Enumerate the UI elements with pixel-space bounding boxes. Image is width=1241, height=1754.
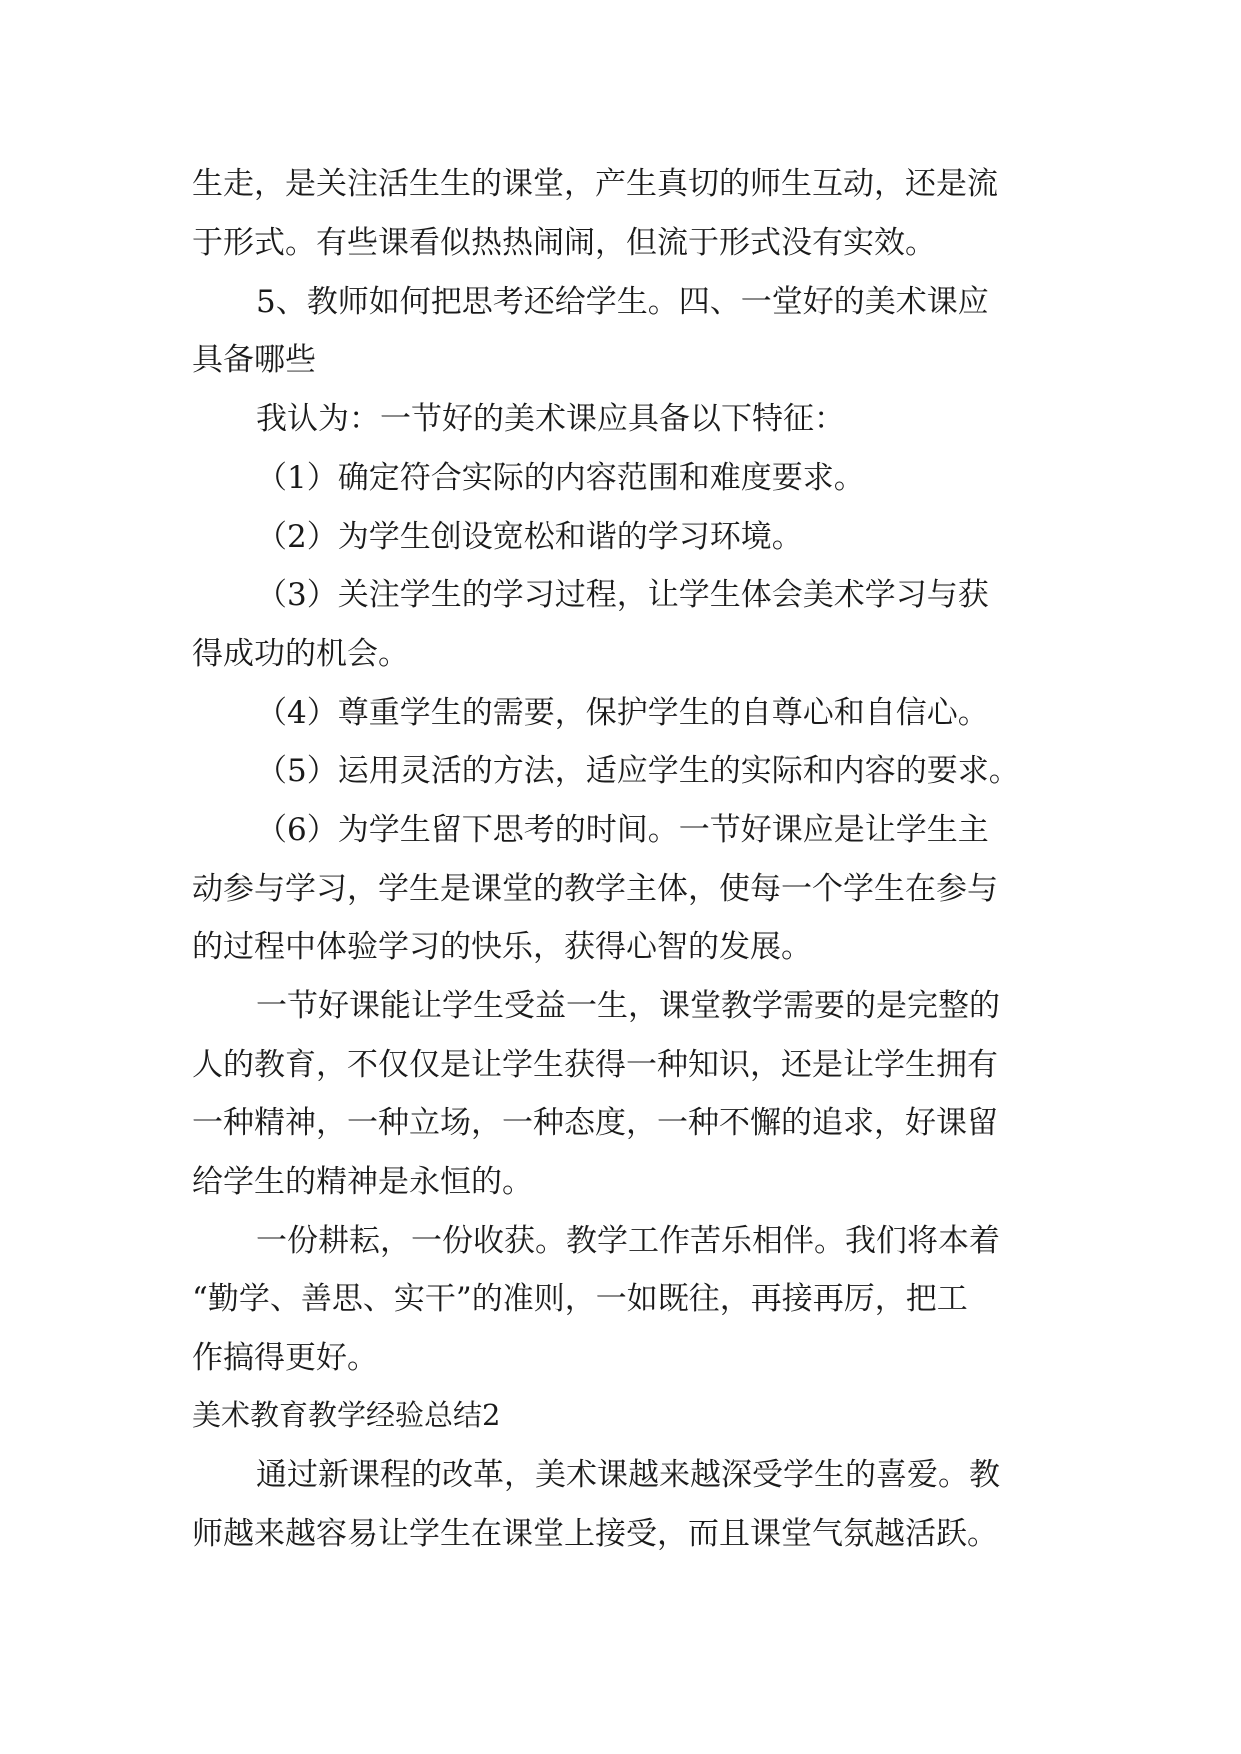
list-item: （6）为学生留下思考的时间。一节好课应是让学生主 [256,812,989,848]
text-line: “勤学、善思、实干”的准则，一如既往，再接再厉，把工 [192,1281,968,1317]
section-heading: 美术教育教学经验总结2 [192,1398,501,1432]
text-line: 我认为：一节好的美术课应具备以下特征： [256,401,845,437]
text-line: 生走，是关注活生生的课堂，产生真切的师生互动，还是流 [192,166,998,202]
text-line: 师越来越容易让学生在课堂上接受，而且课堂气氛越活跃。 [192,1516,998,1552]
text-line: 具备哪些 [192,342,316,378]
list-item: （1）确定符合实际的内容范围和难度要求。 [256,460,865,496]
text-line: 给学生的精神是永恒的。 [192,1164,533,1200]
list-item: （5）运用灵活的方法，适应学生的实际和内容的要求。 [256,753,1020,789]
text-line: 一节好课能让学生受益一生，课堂教学需要的是完整的 [256,988,1000,1024]
text-line: 通过新课程的改革，美术课越来越深受学生的喜爱。教 [256,1457,1000,1493]
text-line: 于形式。有些课看似热热闹闹，但流于形式没有实效。 [192,225,936,261]
list-item: （4）尊重学生的需要，保护学生的自尊心和自信心。 [256,695,989,731]
text-line: 一种精神，一种立场，一种态度，一种不懈的追求，好课留 [192,1105,998,1141]
text-line: 一份耕耘，一份收获。教学工作苦乐相伴。我们将本着 [256,1223,1000,1259]
text-line: 动参与学习，学生是课堂的教学主体，使每一个学生在参与 [192,871,998,907]
text-line: 的过程中体验学习的快乐，获得心智的发展。 [192,929,812,965]
text-line: 得成功的机会。 [192,636,409,672]
text-line: 5、教师如何把思考还给学生。四、一堂好的美术课应 [256,284,989,320]
text-line: 作搞得更好。 [192,1340,378,1376]
text-line: 人的教育，不仅仅是让学生获得一种知识，还是让学生拥有 [192,1047,998,1083]
list-item: （3）关注学生的学习过程，让学生体会美术学习与获 [256,577,989,613]
list-item: （2）为学生创设宽松和谐的学习环境。 [256,519,803,555]
